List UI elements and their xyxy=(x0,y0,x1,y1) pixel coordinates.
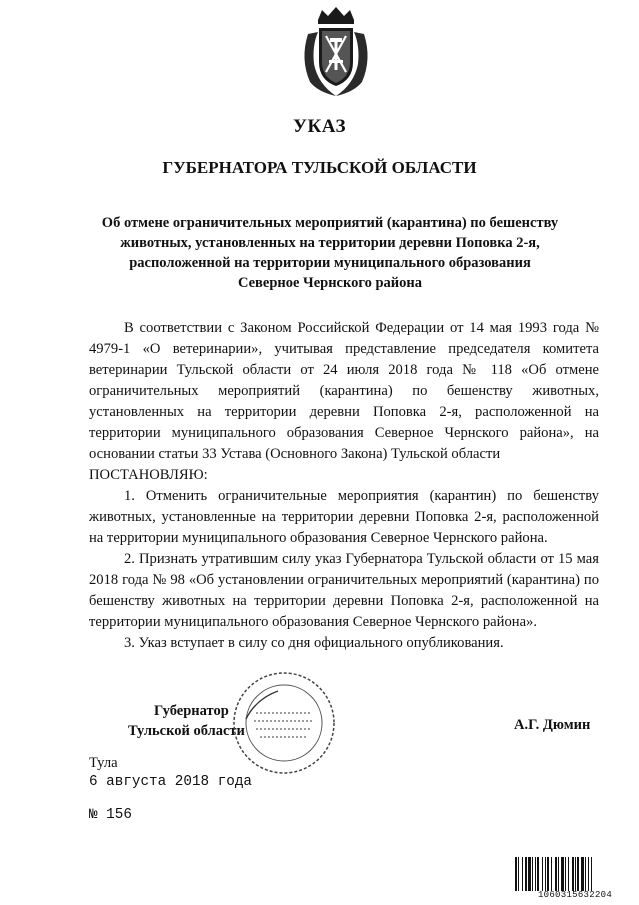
coat-of-arms-icon xyxy=(296,4,376,100)
subject-line: Северное Чернского района xyxy=(237,275,423,291)
document-type-heading: УКАЗ xyxy=(293,116,346,137)
decree-word: ПОСТАНОВЛЯЮ: xyxy=(89,467,208,483)
official-seal-icon xyxy=(226,669,338,779)
barcode-number: 1060315632204 xyxy=(537,890,613,900)
decree-item: 3. Указ вступает в силу со дня официального опубликования. xyxy=(124,635,504,651)
barcode-icon xyxy=(514,857,636,891)
decree-number: № 156 xyxy=(89,807,132,823)
signatory-title-line: Тульской области xyxy=(128,723,245,739)
barcode xyxy=(514,857,636,901)
decree-body xyxy=(89,318,599,654)
decree-item: 2. Признать утратившим силу указ Губернатора Тульской области от 15 мая 2018 года № 98 «Об установлении ограничительных мероприятий (карантина) по бешенству животных на территории деревни Поповка 2-я, расположенной на территории муниципального образования Северное Чернского района». xyxy=(89,551,599,630)
subject-line: Об отмене ограничительных мероприятий (карантина) по бешенству xyxy=(101,215,559,231)
decree-subject xyxy=(80,213,580,293)
preamble-paragraph: В соответствии с Законом Российской Федерации от 14 мая 1993 года № 4979-1 «О ветеринарии», учитывая представление председателя комитета ветеринарии Тульской области от 24 июля 2018 года № 118 «Об отмене ограничительных мероприятий (карантина) по бешенству животных, установленных на территории деревни Поповка 2-я, расположенной на территории муниципального образования Северное Чернского района», на основании статьи 33 Устава (Основного Закона) Тульской области xyxy=(89,320,599,462)
issuer-heading: ГУБЕРНАТОРА ТУЛЬСКОЙ ОБЛАСТИ xyxy=(162,158,477,177)
decree-item: 1. Отменить ограничительные мероприятия (карантин) по бешенству животных, установленные на территории деревни Поповка 2-я, расположенной на территории муниципального образования Северное Чернского района. xyxy=(89,488,599,546)
subject-line: животных, установленных на территории деревни Поповка 2-я, xyxy=(120,235,540,251)
signatory-name: А.Г. Дюмин xyxy=(514,717,591,733)
issue-date: 6 августа 2018 года xyxy=(89,774,253,790)
issue-place: Тула xyxy=(89,755,118,771)
signatory-title-line: Губернатор xyxy=(154,703,229,719)
subject-line: расположенной на территории муниципального образования xyxy=(129,255,531,271)
